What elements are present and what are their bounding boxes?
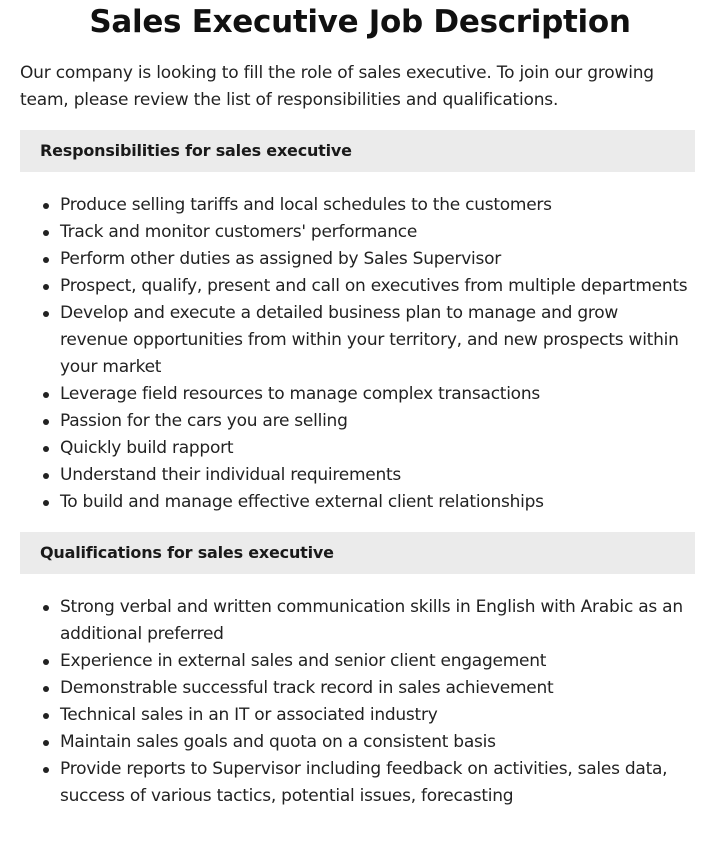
- qualifications-heading: Qualifications for sales executive: [20, 532, 695, 574]
- list-item: Develop and execute a detailed business plan to manage and grow revenue opportunities from within your territory, and new prospects within your market: [60, 300, 700, 381]
- list-item: Track and monitor customers' performance: [60, 219, 700, 246]
- list-item: Experience in external sales and senior client engagement: [60, 648, 700, 675]
- list-item: Provide reports to Supervisor including feedback on activities, sales data, success of various tactics, potential issues, forecasting: [60, 756, 700, 810]
- qualifications-list: [20, 594, 700, 810]
- page-title: Sales Executive Job Description: [89, 4, 631, 40]
- intro-paragraph: Our company is looking to fill the role of sales executive. To join our growing team, please review the list of responsibilities and qualifications.: [20, 63, 654, 110]
- list-item: Technical sales in an IT or associated industry: [60, 702, 700, 729]
- list-item: Leverage field resources to manage complex transactions: [60, 381, 700, 408]
- list-item: Strong verbal and written communication skills in English with Arabic as an additional preferred: [60, 594, 700, 648]
- list-item: Quickly build rapport: [60, 435, 700, 462]
- list-item: To build and manage effective external client relationships: [60, 489, 700, 516]
- responsibilities-heading: Responsibilities for sales executive: [20, 130, 695, 172]
- responsibilities-list: [20, 192, 700, 516]
- list-item: Perform other duties as assigned by Sales Supervisor: [60, 246, 700, 273]
- list-item: Passion for the cars you are selling: [60, 408, 700, 435]
- list-item: Prospect, qualify, present and call on executives from multiple departments: [60, 273, 700, 300]
- list-item: Produce selling tariffs and local schedules to the customers: [60, 192, 700, 219]
- list-item: Demonstrable successful track record in sales achievement: [60, 675, 700, 702]
- list-item: Maintain sales goals and quota on a consistent basis: [60, 729, 700, 756]
- list-item: Understand their individual requirements: [60, 462, 700, 489]
